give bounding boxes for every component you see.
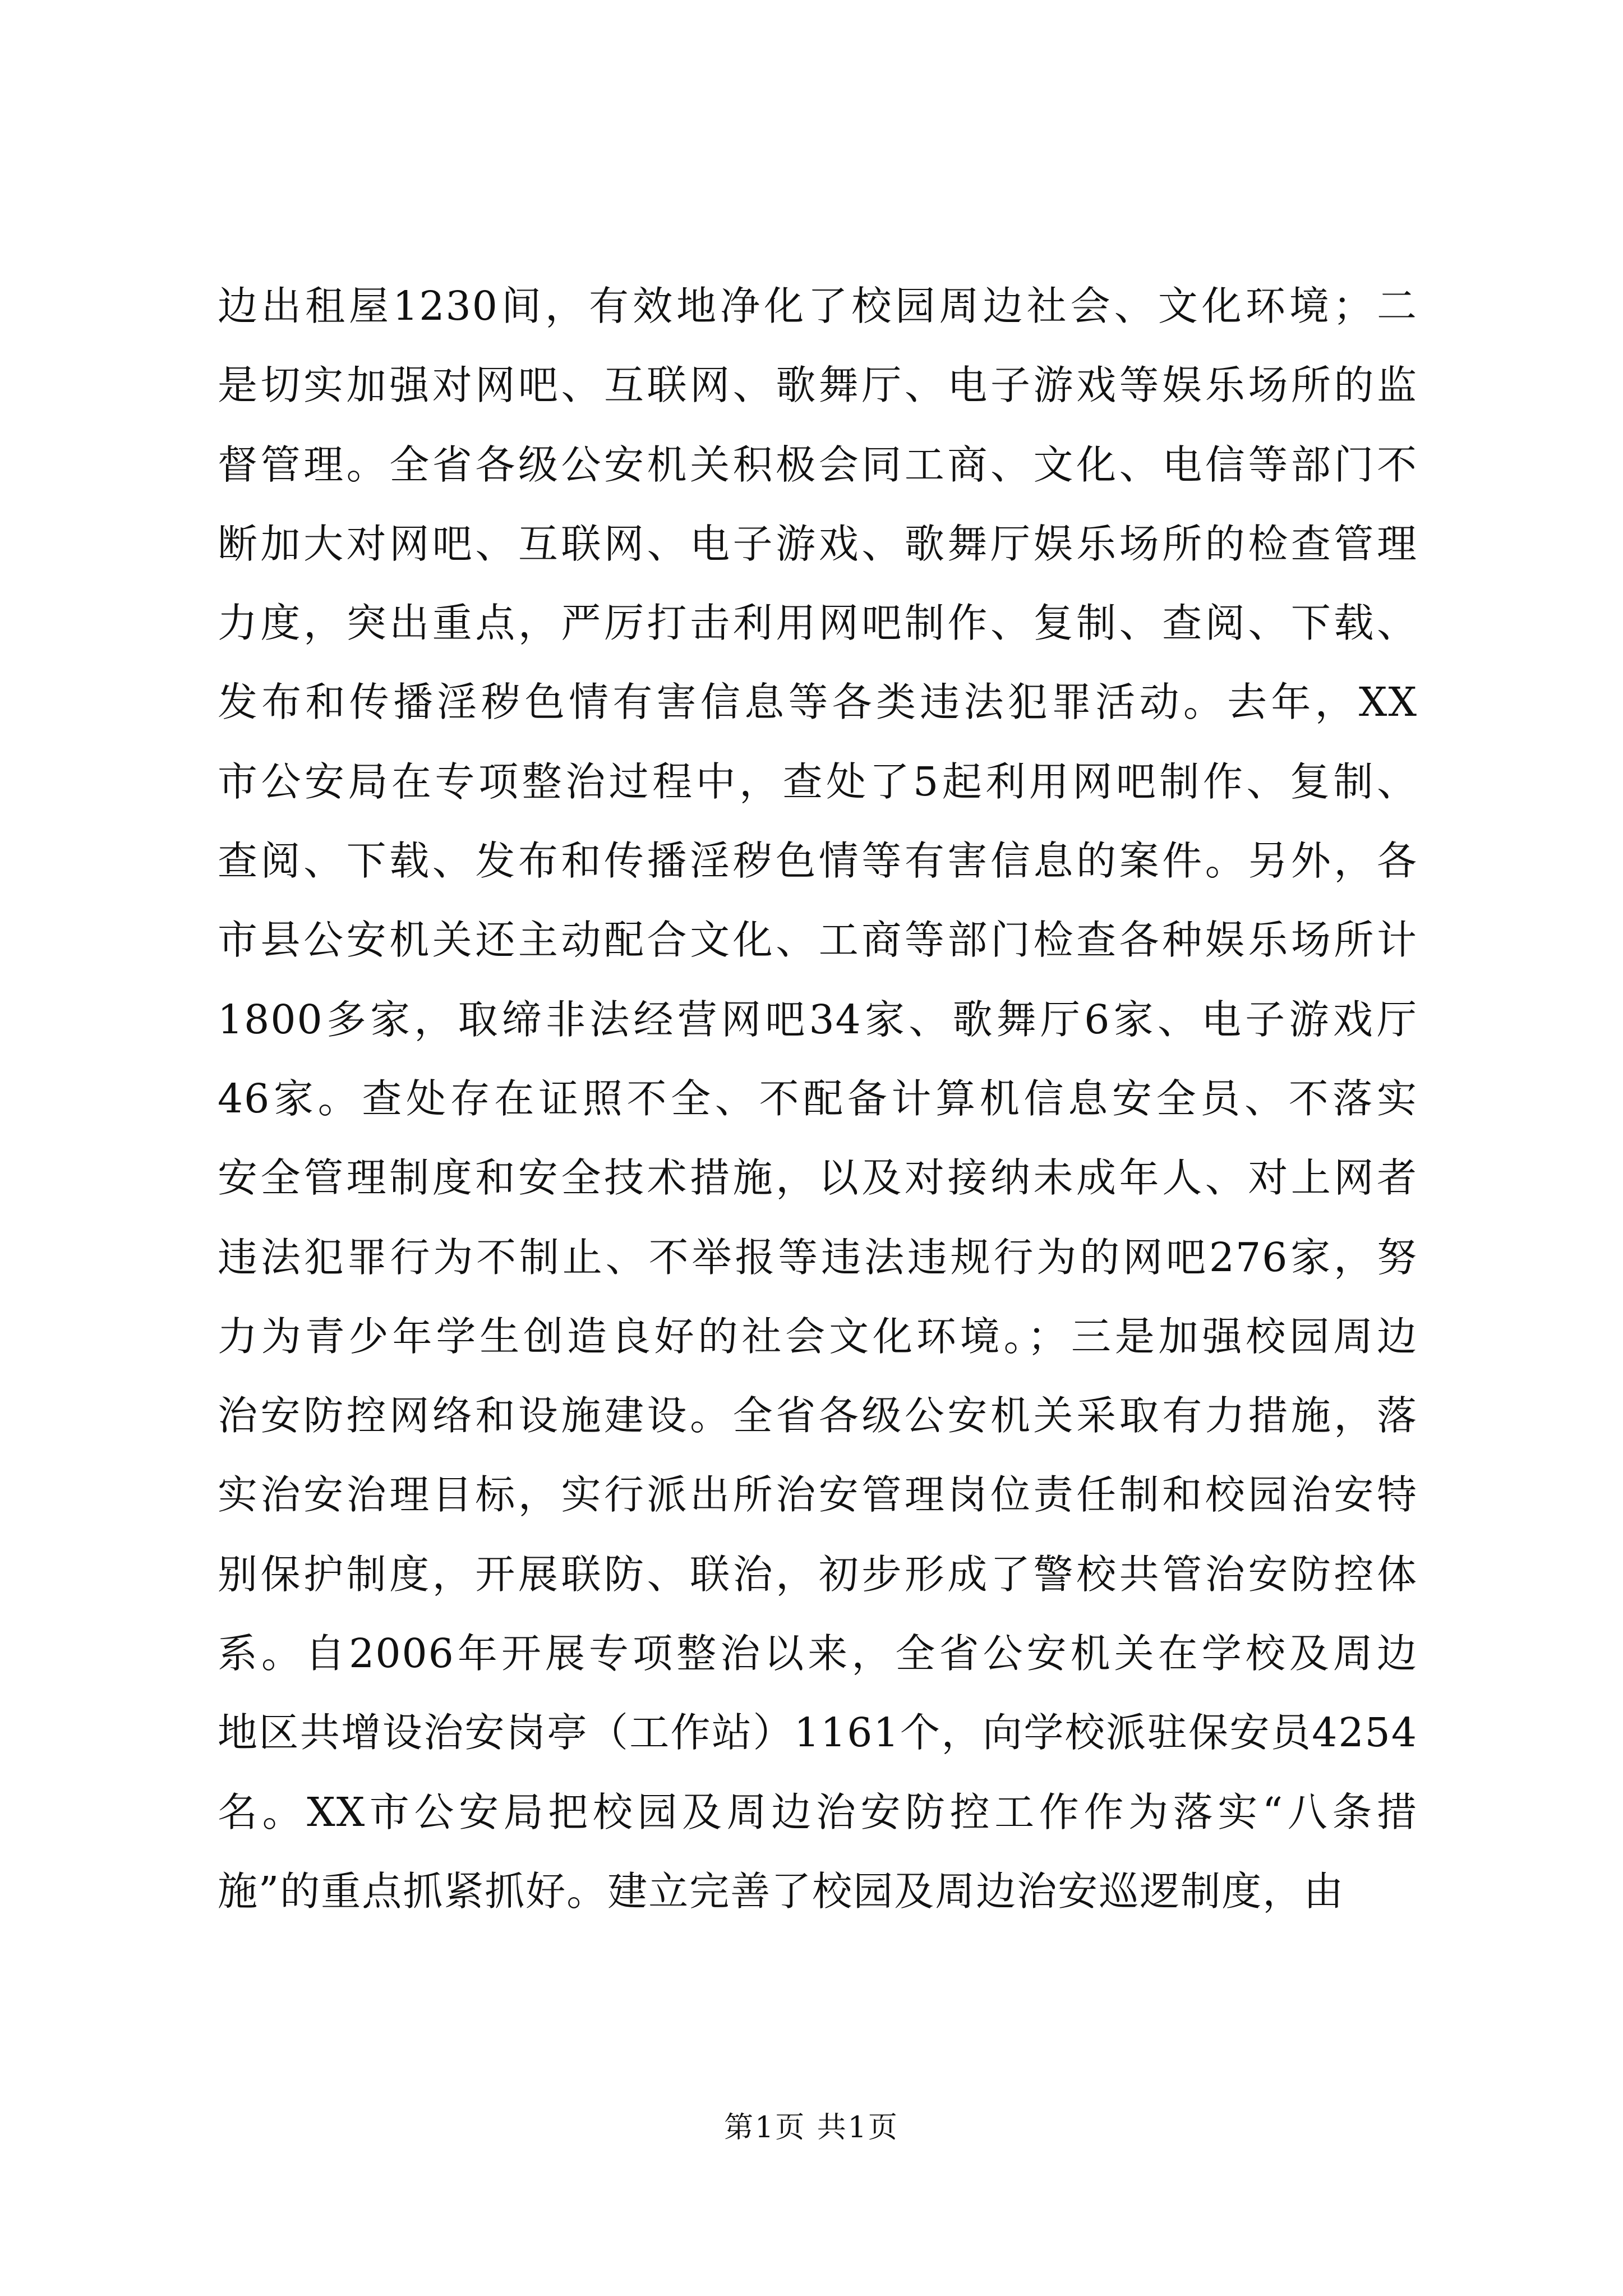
text-line: 治安防控网络和设施建设。全省各级公安机关采取有力措施，落 xyxy=(218,1392,1418,1439)
text-line: 督管理。全省各级公安机关积极会同工商、文化、电信等部门不 xyxy=(218,441,1418,488)
text-line: 实治安治理目标，实行派出所治安管理岗位责任制和校园治安特 xyxy=(218,1471,1418,1519)
text-line: 施”的重点抓紧抓好。建立完善了校园及周边治安巡逻制度，由 xyxy=(218,1867,1345,1915)
text-line: 安全管理制度和安全技术措施，以及对接纳未成年人、对上网者 xyxy=(218,1154,1418,1202)
text-line: 查阅、下载、发布和传播淫秽色情等有害信息的案件。另外，各 xyxy=(218,838,1418,885)
text-line: 边出租屋1230间，有效地净化了校园周边社会、文化环境；二 xyxy=(218,283,1418,329)
text-line: 发布和传播淫秽色情有害信息等各类违法犯罪活动。去年，XX xyxy=(218,679,1418,726)
text-line: 46家。查处存在证照不全、不配备计算机信息安全员、不落实 xyxy=(218,1075,1418,1122)
text-line: 1800多家，取缔非法经营网吧34家、歌舞厅6家、电子游戏厅 xyxy=(218,996,1418,1043)
text-line: 别保护制度，开展联防、联治，初步形成了警校共管治安防控体 xyxy=(218,1550,1418,1598)
text-line: 断加大对网吧、互联网、电子游戏、歌舞厅娱乐场所的检查管理 xyxy=(218,520,1418,567)
page-footer: 第1页 共1页 xyxy=(724,2111,899,2145)
text-line: 是切实加强对网吧、互联网、歌舞厅、电子游戏等娱乐场所的监 xyxy=(218,362,1418,409)
body-text xyxy=(218,266,1418,1931)
text-line: 违法犯罪行为不制止、不举报等违法违规行为的网吧276家，努 xyxy=(218,1234,1418,1281)
text-line: 地区共增设治安岗亭（工作站）1161个，向学校派驻保安员4254 xyxy=(218,1709,1418,1756)
text-line: 力度，突出重点，严厉打击利用网吧制作、复制、查阅、下载、 xyxy=(218,600,1418,647)
text-line: 系。自2006年开展专项整治以来，全省公安机关在学校及周边 xyxy=(218,1630,1418,1677)
text-line: 名。XX市公安局把校园及周边治安防控工作作为落实“八条措 xyxy=(218,1788,1418,1835)
text-line: 市公安局在专项整治过程中，查处了5起利用网吧制作、复制、 xyxy=(218,758,1418,805)
text-line: 力为青少年学生创造良好的社会文化环境。；三是加强校园周边 xyxy=(218,1313,1418,1360)
text-line: 市县公安机关还主动配合文化、工商等部门检查各种娱乐场所计 xyxy=(218,917,1418,964)
